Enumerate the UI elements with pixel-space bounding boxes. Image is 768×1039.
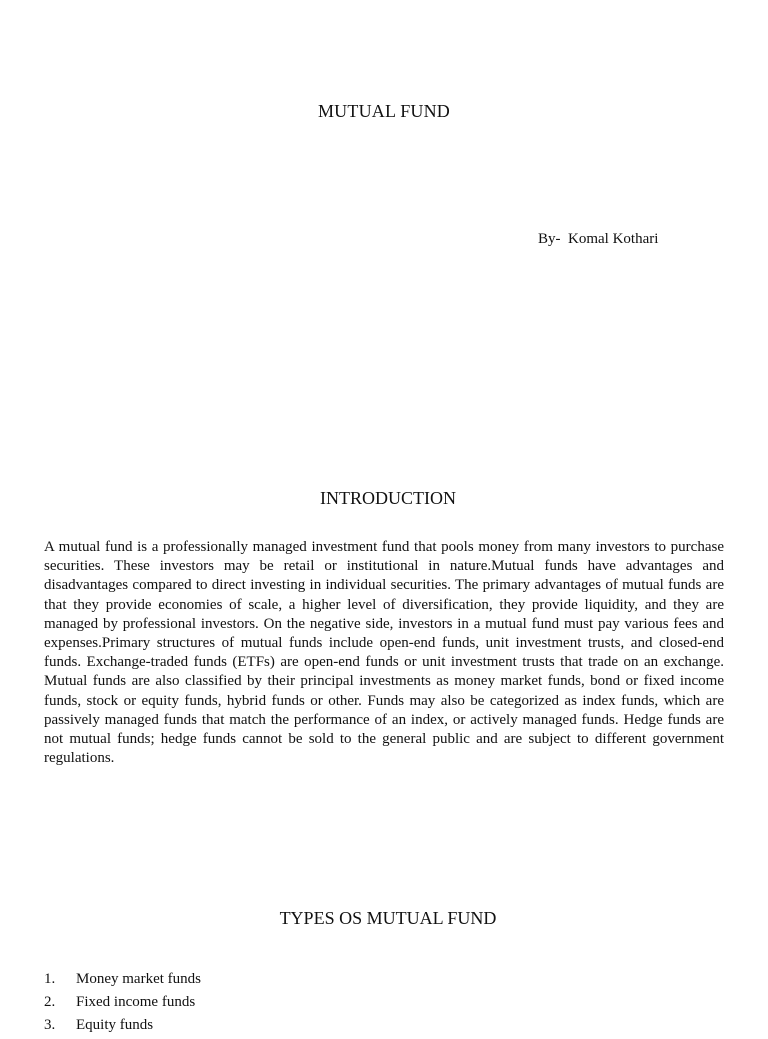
types-heading: TYPES OS MUTUAL FUND [279,908,497,928]
types-list [44,970,201,1039]
list-item-number: 2. [44,994,56,1010]
introduction-heading: INTRODUCTION [320,488,456,508]
author-line: By- Komal Kothari [538,231,659,247]
list-item-label: Equity funds [76,1017,154,1033]
document-title: MUTUAL FUND [317,101,451,121]
list-item-label: Fixed income funds [76,994,196,1010]
list-item [44,993,201,1016]
list-item-number: 1. [44,971,56,987]
list-item [44,970,201,993]
introduction-paragraph: A mutual fund is a professionally managed investment fund that pools money from many investors to purchase securities. These investors may be retail or institutional in nature.Mutual funds have advantages and disadvantages compared to direct investing in individual securities. The primary advantages of mutual funds are that they provide economies of scale, a higher level of diversification, they provide liquidity, and they are managed by professional investors. On the negative side, investors in a mutual fund must pay various fees and expenses.Primary structures of mutual funds include open-end funds, unit investment trusts, and closed-end funds. Exchange-traded funds (ETFs) are open-end funds or unit investment trusts that trade on an exchange. Mutual funds are also classified by their principal investments as money market funds, bond or fixed income funds, stock or equity funds, hybrid funds or other. Funds may also be categorized as index funds, which are passively managed funds that match the performance of an index, or actively managed funds. Hedge funds are not mutual funds; hedge funds cannot be sold to the general public and are subject to different government regulations. [44,539,724,767]
list-item-label: Money market funds [76,971,201,987]
list-item-number: 3. [44,1017,56,1033]
list-item [44,1016,201,1039]
